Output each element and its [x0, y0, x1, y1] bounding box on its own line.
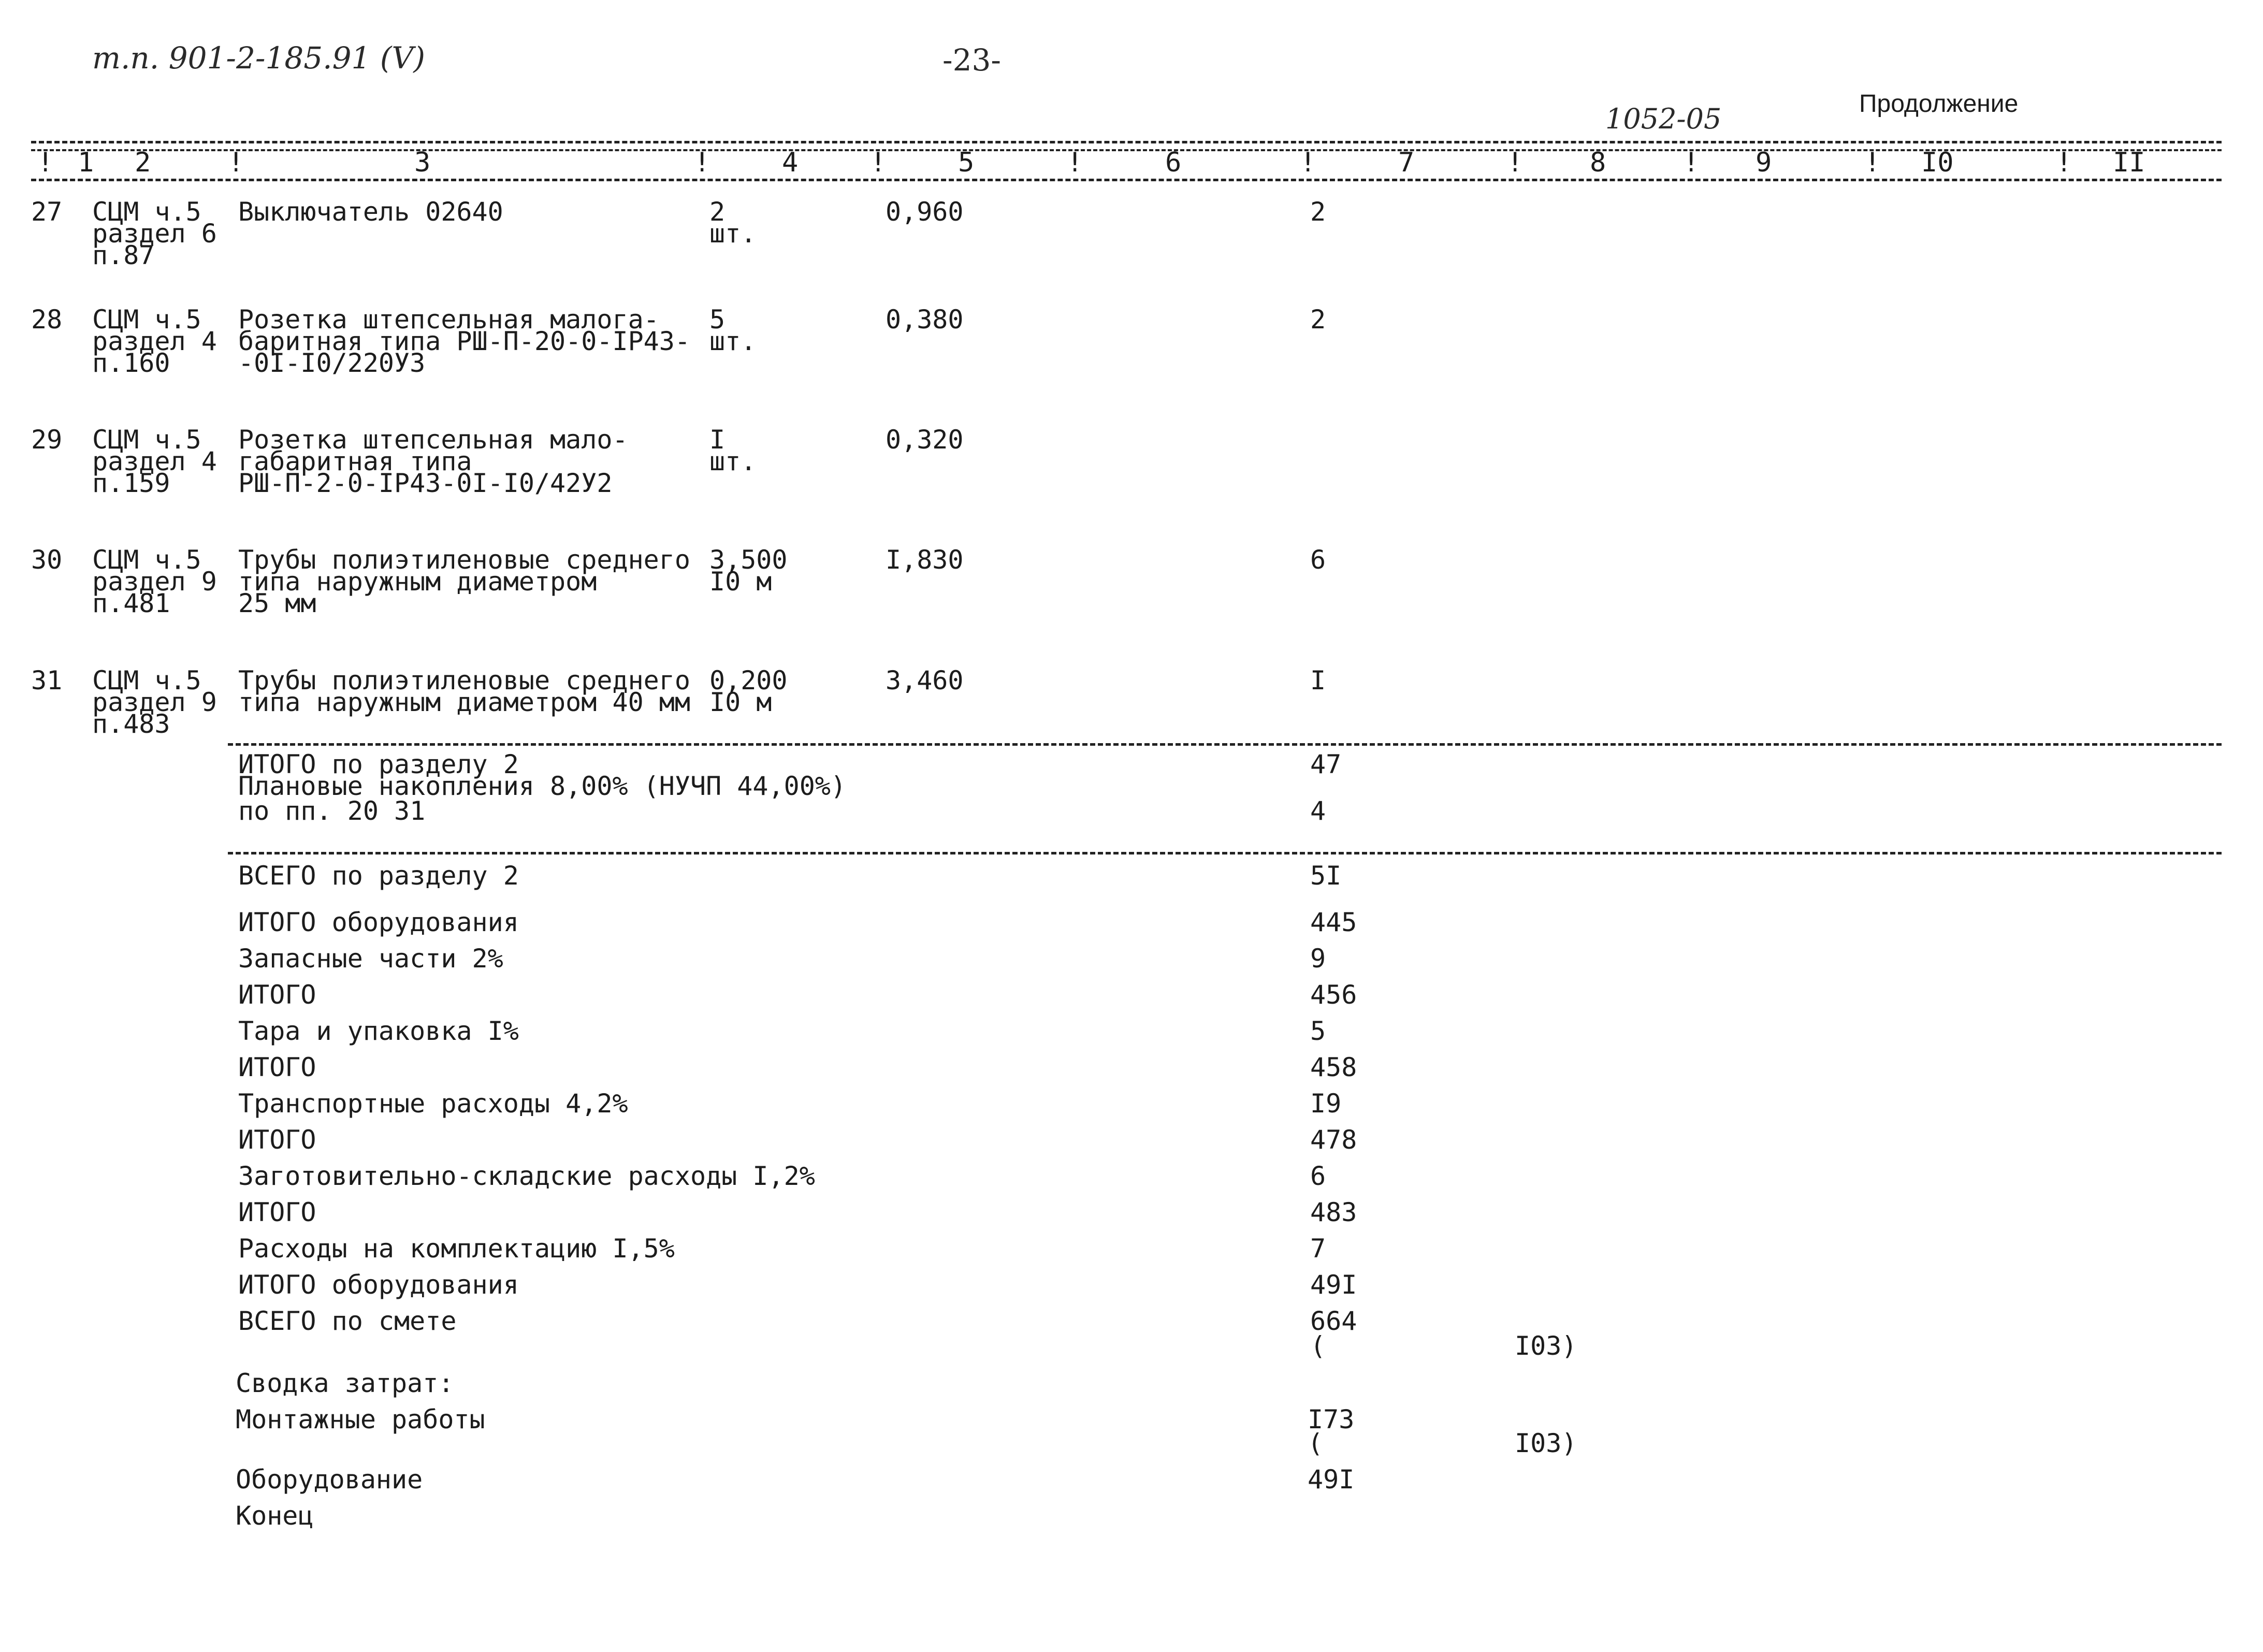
column-separator: ! [1067, 147, 1083, 178]
row-number: 29 [31, 425, 63, 455]
column-separator: ! [1507, 147, 1524, 178]
summary-value: 478 [1310, 1125, 1357, 1155]
row-code-line: СЦМ ч.5 [92, 665, 201, 695]
end-label: Конец [236, 1501, 314, 1531]
row-unit: шт. [709, 326, 757, 356]
row-code-line: раздел 9 [92, 687, 217, 717]
column-separator: ! [1864, 147, 1881, 178]
summary-value: 664 [1310, 1306, 1357, 1336]
summary-label: Заготовительно-складские расходы I,2% [238, 1161, 815, 1191]
row-code-line: раздел 6 [92, 219, 217, 249]
row-code-line: СЦМ ч.5 [92, 425, 201, 455]
summary-label: ВСЕГО по разделу 2 [238, 861, 519, 891]
column-header-2: 2 [135, 147, 151, 178]
column-header-9: 9 [1756, 147, 1772, 178]
row-name-line: Розетка штепсельная мало- [238, 425, 628, 455]
column-separator: ! [1683, 147, 1700, 178]
summary-value: 5 [1310, 1016, 1326, 1046]
row-unit: I0 м [709, 687, 772, 717]
column-separator: ! [228, 147, 244, 178]
row-number: 27 [31, 197, 63, 227]
row-code-line: СЦМ ч.5 [92, 305, 201, 335]
row-name-line: баритная типа РШ-П-20-0-IР43- [238, 326, 690, 356]
row-unit: шт. [709, 219, 757, 249]
summary-label: Транспортные расходы 4,2% [238, 1089, 628, 1119]
summary-label: ИТОГО [238, 1197, 316, 1227]
row-total: 6 [1310, 545, 1326, 575]
summary-label: Запасные части 2% [238, 944, 503, 974]
subtotal-top-rule [228, 743, 2222, 746]
row-price: 0,320 [886, 425, 964, 455]
column-header-11: II [2113, 147, 2145, 178]
row-code-line: СЦМ ч.5 [92, 545, 201, 575]
row-price: I,830 [886, 545, 964, 575]
equipment-label: Оборудование [236, 1465, 423, 1495]
row-qty: 2 [709, 197, 726, 227]
column-header-1: 1 [78, 147, 94, 178]
row-name-line: Выключатель 02640 [238, 197, 503, 227]
row-name-line: Трубы полиэтиленовые среднего [238, 545, 690, 575]
row-number: 31 [31, 665, 63, 695]
header-top-rule [31, 141, 2222, 143]
planned-savings-value: 4 [1310, 796, 1326, 826]
row-name-line: Розетка штепсельная малога- [238, 305, 659, 335]
summary-label: ИТОГО [238, 1125, 316, 1155]
subtotal-bottom-rule [228, 852, 2222, 854]
row-name-line: типа наружным диаметром 40 мм [238, 687, 690, 717]
cost-summary-title: Сводка затрат: [236, 1368, 454, 1398]
column-separator: ! [870, 147, 887, 178]
summary-label: ИТОГО [238, 980, 316, 1010]
summary-value: 5I [1310, 861, 1342, 891]
row-qty: 0,200 [709, 665, 788, 695]
row-code-line: раздел 4 [92, 326, 217, 356]
column-separator: ! [694, 147, 710, 178]
total-paren-value: I03) [1515, 1331, 1577, 1361]
row-name-line: типа наружным диаметром [238, 567, 597, 597]
row-qty: I [709, 425, 726, 455]
row-code-line: п.483 [92, 709, 170, 739]
sheet-code: 1052-05 [1605, 103, 1722, 135]
row-name-line: Трубы полиэтиленовые среднего [238, 665, 690, 695]
header-top-rule-2 [31, 149, 2222, 151]
summary-value: 458 [1310, 1052, 1357, 1082]
summary-value: 445 [1310, 907, 1357, 937]
summary-value: I9 [1310, 1089, 1342, 1119]
row-code-line: п.160 [92, 348, 170, 378]
column-header-10: I0 [1921, 147, 1954, 178]
column-separator: ! [2056, 147, 2072, 178]
row-total: 2 [1310, 305, 1326, 335]
total-paren-open: ( [1310, 1331, 1326, 1361]
row-total: I [1310, 665, 1326, 695]
document-stamp: т.п. 901-2-185.91 (V) [92, 40, 425, 76]
row-code-line: раздел 4 [92, 446, 217, 476]
row-code-line: п.87 [92, 240, 155, 270]
row-number: 30 [31, 545, 63, 575]
column-separator: ! [37, 147, 54, 178]
summary-value: 483 [1310, 1197, 1357, 1227]
row-name-line: 25 мм [238, 588, 316, 618]
summary-label: ИТОГО оборудования [238, 1270, 519, 1300]
summary-label: Тара и упаковка I% [238, 1016, 519, 1046]
summary-value: 6 [1310, 1161, 1326, 1191]
row-unit: I0 м [709, 567, 772, 597]
column-header-7: 7 [1398, 147, 1415, 178]
summary-value: 49I [1310, 1270, 1357, 1300]
equipment-value: 49I [1308, 1465, 1355, 1495]
summary-value: 9 [1310, 944, 1326, 974]
row-price: 0,960 [886, 197, 964, 227]
install-works-label: Монтажные работы [236, 1404, 485, 1434]
install-paren-value: I03) [1515, 1428, 1577, 1458]
column-header-3: 3 [414, 147, 431, 178]
row-qty: 5 [709, 305, 726, 335]
row-total: 2 [1310, 197, 1326, 227]
install-paren-open: ( [1308, 1428, 1324, 1458]
row-number: 28 [31, 305, 63, 335]
row-code-line: п.481 [92, 588, 170, 618]
summary-label: ВСЕГО по смете [238, 1306, 457, 1336]
column-header-6: 6 [1165, 147, 1182, 178]
summary-label: Расходы на комплектацию I,5% [238, 1234, 675, 1264]
row-code-line: раздел 9 [92, 567, 217, 597]
column-header-4: 4 [782, 147, 799, 178]
subtotal-label: ИТОГО по разделу 2 [238, 749, 519, 779]
row-code-line: п.159 [92, 468, 170, 498]
row-unit: шт. [709, 446, 757, 476]
planned-savings-range: по пп. 20 31 [238, 796, 426, 826]
continuation-label: Продолжение [1859, 90, 2019, 118]
summary-value: 456 [1310, 980, 1357, 1010]
summary-label: ИТОГО [238, 1052, 316, 1082]
row-price: 3,460 [886, 665, 964, 695]
row-name-line: РШ-П-2-0-IР43-0I-I0/42У2 [238, 468, 613, 498]
column-header-5: 5 [958, 147, 975, 178]
row-qty: 3,500 [709, 545, 788, 575]
row-name-line: -0I-I0/220У3 [238, 348, 426, 378]
row-code-line: СЦМ ч.5 [92, 197, 201, 227]
summary-value: 7 [1310, 1234, 1326, 1264]
row-price: 0,380 [886, 305, 964, 335]
header-bottom-rule [31, 179, 2222, 181]
column-separator: ! [1300, 147, 1316, 178]
page-number: -23- [942, 42, 1001, 78]
planned-savings-label: Плановые накопления 8,00% (НУЧП 44,00%) [238, 771, 846, 801]
row-name-line: габаритная типа [238, 446, 472, 476]
subtotal-value: 47 [1310, 749, 1342, 779]
column-header-8: 8 [1590, 147, 1606, 178]
install-works-value: I73 [1308, 1404, 1355, 1434]
summary-label: ИТОГО оборудования [238, 907, 519, 937]
